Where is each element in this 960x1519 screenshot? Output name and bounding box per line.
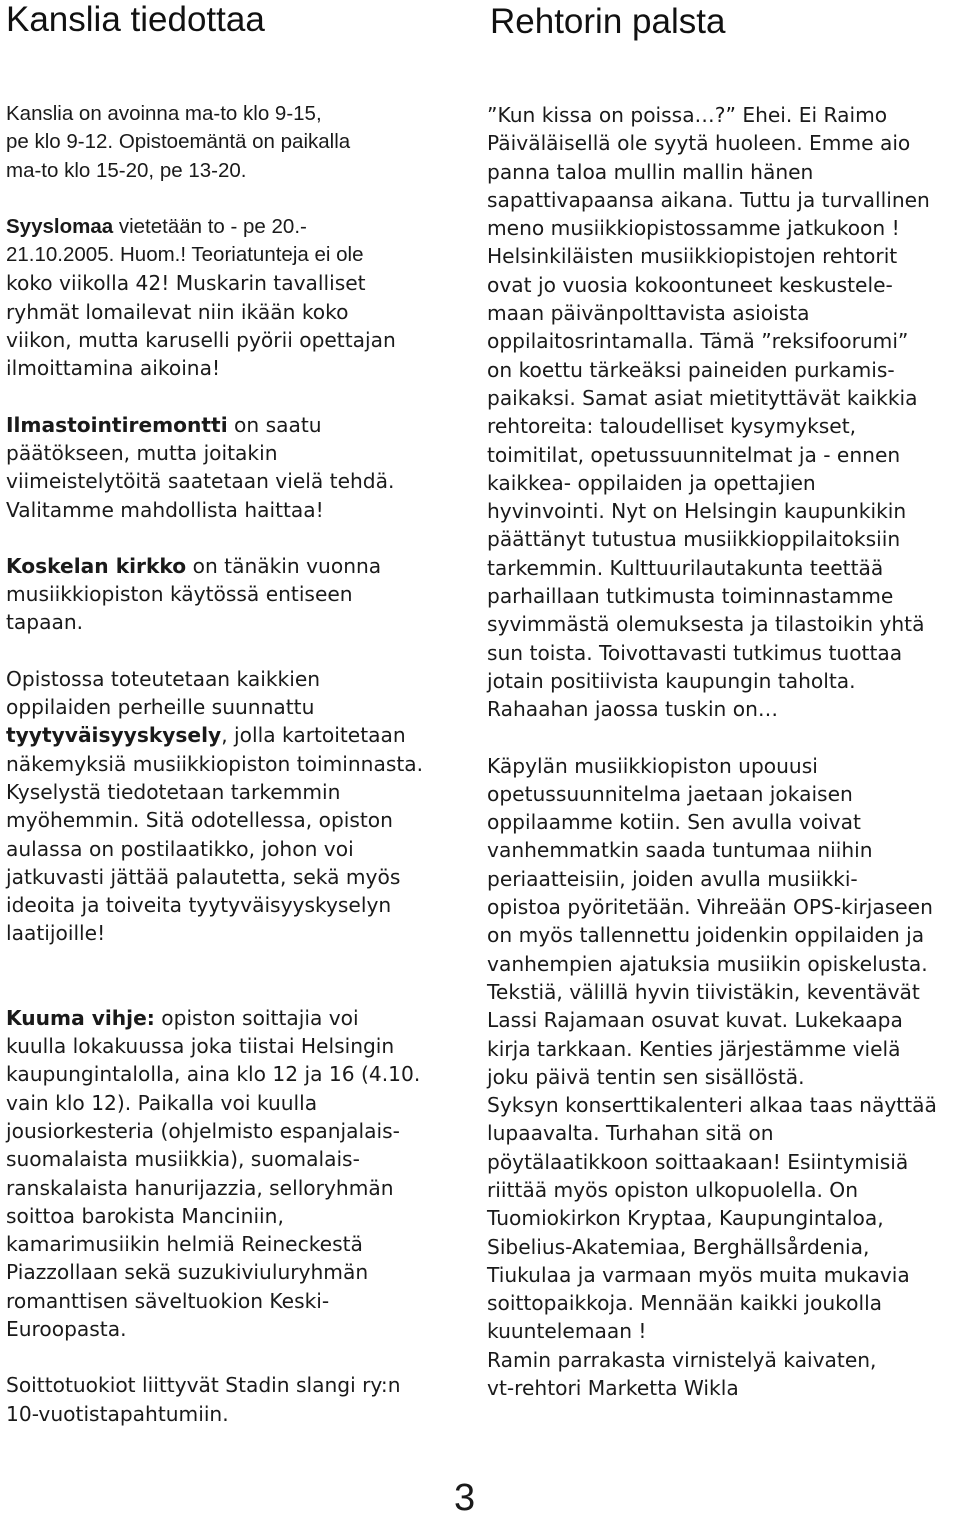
text-line: tapaan.	[6, 610, 84, 635]
text-line: musiikkiopiston käytössä entiseen	[6, 582, 353, 607]
text-line: on koettu tärkeäksi paineiden purkamis-	[487, 357, 895, 382]
text-line: tarkemmin. Kulttuurilautakunta teettää	[487, 555, 884, 580]
text-line: Kyselystä tiedotetaan tarkemmin	[6, 779, 341, 804]
text-line: Valitamme mahdollista haittaa!	[6, 497, 324, 522]
text-line: päättänyt tutustua musiikkioppilaitoksiin	[487, 527, 901, 552]
text-line: näkemyksiä musiikkiopiston toiminnasta.	[6, 751, 424, 776]
closing-paragraph	[6, 1371, 476, 1428]
text-line: panna taloa mullin mallin hänen	[487, 159, 814, 184]
text-line: päätökseen, mutta joitakin	[6, 440, 278, 465]
text-line: opetussuunnitelma jaetaan jokaisen	[487, 781, 853, 806]
text-line: laatijoille!	[6, 921, 106, 946]
text-line: ilmoittamina aikoina!	[6, 356, 221, 381]
text-line: romanttisen säveltuokion Keski-	[6, 1288, 330, 1313]
left-column	[6, 100, 476, 1428]
text-line: oppilaitosrintamalla. Tämä ”reksifoorumi”	[487, 329, 909, 354]
text-line: ma-to klo 15-20, pe 13-20.	[6, 158, 247, 182]
text-line: Tiukulaa ja varmaan myös muita mukavia	[487, 1262, 910, 1287]
text-line: viimeistelytöitä saatetaan vielä tehdä.	[6, 469, 395, 494]
principal-paragraph-2	[487, 752, 960, 1403]
text-line: kuuntelemaan !	[487, 1319, 647, 1344]
principal-paragraph-1	[487, 101, 960, 724]
page-number: 3	[454, 1477, 476, 1519]
text-line: Sibelius-Akatemiaa, Berghällsårdenia,	[487, 1234, 870, 1259]
hot-tip-paragraph	[6, 1004, 476, 1344]
text-line: suomalaista musiikkia), suomalais-	[6, 1147, 360, 1172]
text-line: hyvinvointi. Nyt on Helsingin kaupunkikin	[487, 499, 907, 524]
bold-term: Kuuma vihje:	[6, 1005, 155, 1030]
text-line: ”Kun kissa on poissa…?” Ehei. Ei Raimo	[487, 103, 888, 127]
text-line: Päiväläisellä ole syytä huoleen. Emme aio	[487, 131, 911, 156]
text-line: joku päivä tentin sen sisällöstä.	[487, 1064, 805, 1089]
text-line: kaikkea- oppilaiden ja opettajien	[487, 470, 816, 495]
right-column-heading: Rehtorin palsta	[490, 2, 726, 41]
text-line: ranskalaista hanurijazzia, selloryhmän	[6, 1175, 394, 1200]
text-line: Tuomiokirkon Kryptaa, Kaupungintaloa,	[487, 1206, 884, 1231]
text-line: jousiorkesteria (ohjelmisto espanjalais-	[6, 1118, 400, 1143]
bold-term: Syyslomaa	[6, 214, 114, 238]
text-line: koko viikolla 42! Muskarin tavalliset	[6, 271, 366, 296]
text-line: ideoita ja toiveita tyytyväisyyskyselyn	[6, 893, 392, 918]
text-line: viikon, mutta karuselli pyörii opettajan	[6, 328, 396, 353]
text-line: lupaavalta. Turhahan sitä on	[487, 1121, 774, 1146]
text-line: ovat jo vuosia kokoontuneet keskustele-	[487, 272, 893, 297]
text-line: maan päivänpolttavista asioista	[487, 301, 810, 326]
text-line: sapattivapaansa aikana. Tuttu ja turvallinen	[487, 187, 930, 212]
survey-paragraph	[6, 665, 476, 948]
text-line: kuulla lokakuussa joka tiistai Helsingin	[6, 1034, 395, 1059]
text-line: on saatu	[227, 412, 322, 437]
text-line: Ramin parrakasta virnistelyä kaivaten,	[487, 1347, 877, 1372]
ventilation-paragraph	[6, 411, 476, 524]
text-line: periaatteisiin, joiden avulla musiikki-	[487, 866, 858, 891]
text-line: opistoa pyöritetään. Vihreään OPS-kirjaseen	[487, 895, 933, 920]
text-line: on myös tallennettu joidenkin oppilaiden ja	[487, 923, 925, 948]
text-line: soittopaikkoja. Mennään kaikki joukolla	[487, 1291, 883, 1316]
signature-line: vt-rehtori Marketta Wikla	[487, 1376, 739, 1401]
text-line: soittoa barokista Manciniin,	[6, 1203, 284, 1228]
text-line: ryhmät lomailevat niin ikään koko	[6, 299, 349, 324]
text-line: Opistossa toteutetaan kaikkien	[6, 666, 321, 691]
text-line: pöytälaatikkoon soittaakaan! Esiintymisiä	[487, 1149, 909, 1174]
office-hours-paragraph	[6, 100, 476, 185]
text-line: Piazzollaan sekä suzukiviuluryhmän	[6, 1260, 369, 1285]
text-line: jotain positiivista kaupungin taholta.	[487, 668, 856, 693]
right-column	[487, 101, 960, 1402]
autumn-holiday-paragraph	[6, 213, 476, 383]
text-line: vain klo 12). Paikalla voi kuulla	[6, 1090, 318, 1115]
text-line: opiston soittajia voi	[154, 1005, 359, 1030]
text-line: sun toista. Toivottavasti tutkimus tuottaa	[487, 640, 903, 665]
text-line: kamarimusiikin helmiä Reineckestä	[6, 1232, 363, 1257]
text-line: vanhemmatkin saada tuntumaa niihin	[487, 838, 873, 863]
text-line: Lassi Rajamaan osuvat kuvat. Lukekaapa	[487, 1008, 903, 1033]
text-line: parhaillaan tutkimusta toiminnastamme	[487, 584, 894, 609]
text-line: oppilaiden perheille suunnattu	[6, 695, 315, 720]
text-line: toimitilat, opetussuunnitelmat ja - ennen	[487, 442, 901, 467]
text-line: paikaksi. Samat asiat mietityttävät kaikkia	[487, 385, 918, 410]
text-line: , jolla kartoitetaan	[221, 723, 406, 748]
text-line: 10-vuotistapahtumiin.	[6, 1401, 229, 1426]
text-line: Soittotuokiot liittyvät Stadin slangi ry:n	[6, 1373, 401, 1398]
text-line: rehtoreita: taloudelliset kysymykset,	[487, 414, 857, 439]
text-line: syvimmästä olemuksesta ja tilastoikin yhtä	[487, 612, 925, 637]
text-line: aulassa on postilaatikko, johon voi	[6, 836, 354, 861]
church-paragraph	[6, 552, 476, 637]
text-line: Käpylän musiikkiopiston upouusi	[487, 753, 818, 778]
text-line: vanhempien ajatuksia musiikin opiskelusta.	[487, 951, 928, 976]
bold-term: tyytyväisyyskysely	[6, 723, 222, 748]
text-line: Euroopasta.	[6, 1316, 127, 1341]
text-line: Kanslia on avoinna ma-to klo 9-15,	[6, 102, 322, 125]
text-line: oppilaamme kotiin. Sen avulla voivat	[487, 810, 861, 835]
text-line: Tekstiä, välillä hyvin tiivistäkin, keventävät	[487, 979, 920, 1004]
text-line: meno musiikkiopistossamme jatkukoon !	[487, 216, 900, 241]
text-line: kirja tarkkaan. Kenties järjestämme vielä	[487, 1036, 901, 1061]
bold-term: Koskelan kirkko	[6, 553, 187, 578]
text-line: riittää myös opiston ulkopuolella. On	[487, 1177, 858, 1202]
text-line: Helsinkiläisten musiikkiopistojen rehtorit	[487, 244, 898, 269]
text-line: jatkuvasti jättää palautetta, sekä myös	[6, 864, 401, 889]
text-line: Rahaahan jaossa tuskin on…	[487, 697, 779, 722]
text-line: myöhemmin. Sitä odotellessa, opiston	[6, 808, 393, 833]
text-line: vietetään to - pe 20.-	[113, 214, 307, 238]
text-line: Syksyn konserttikalenteri alkaa taas näyttää	[487, 1093, 937, 1118]
text-line: 21.10.2005. Huom.! Teoriatunteja ei ole	[6, 243, 364, 267]
text-line: kaupungintalolla, aina klo 12 ja 16 (4.10.	[6, 1062, 421, 1087]
text-line: on tänäkin vuonna	[186, 553, 382, 578]
bold-term: Ilmastointiremontti	[6, 412, 228, 437]
left-column-heading: Kanslia tiedottaa	[6, 0, 265, 39]
text-line: pe klo 9-12. Opistoemäntä on paikalla	[6, 130, 351, 154]
